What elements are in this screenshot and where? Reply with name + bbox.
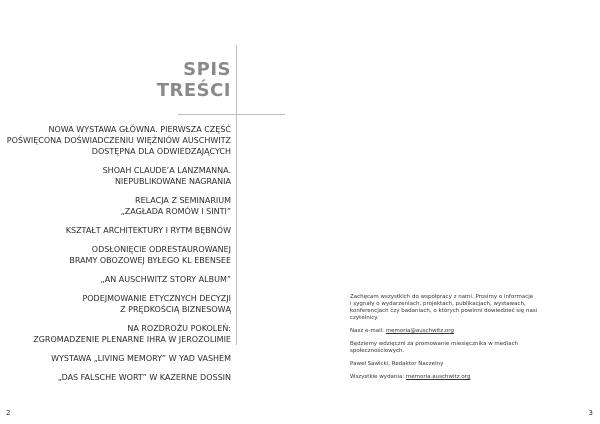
intro-line: i sygnały o wydarzeniach, projektach, publikacjach, wystawach, xyxy=(350,301,526,307)
toc-item-line: WYSTAWA „LIVING MEMORY” W YAD VASHEM xyxy=(51,354,231,363)
toc-item-line: NIEPUBLIKOWANE NAGRANIA xyxy=(114,177,231,186)
editions-paragraph xyxy=(350,374,585,381)
toc-item-line: ZGROMADZENIE PLENARNE IHRA W JEROZOLIMIE xyxy=(33,335,231,344)
intro-line: czytelnicy. xyxy=(350,315,379,321)
thanks-line: Będziemy wdzięczni za promowanie miesięcznika w mediach xyxy=(350,341,519,347)
editions-label: Wszystkie wydania: xyxy=(350,374,406,380)
toc-item-line: ODSŁONIĘCIE ODRESTAUROWANEJ xyxy=(91,245,231,254)
intro-line: konferencjach czy badaniach, o których powinni dowiedzieć się nasi xyxy=(350,308,538,314)
toc-item-line: „AN AUSCHWITZ STORY ALBUM” xyxy=(100,275,231,284)
page-number-left: 2 xyxy=(6,409,11,417)
toc-item-line: Z PRĘDKOŚCIĄ BIZNESOWĄ xyxy=(120,305,231,314)
thanks-paragraph xyxy=(350,341,585,355)
toc-item-line: DOSTĘPNA DLA ODWIEDZAJĄCYCH xyxy=(91,147,231,156)
horizontal-divider xyxy=(178,114,285,115)
toc-item[interactable] xyxy=(0,353,231,364)
table-of-contents xyxy=(0,124,231,391)
toc-item[interactable] xyxy=(0,225,231,236)
title-line-1: SPIS xyxy=(183,59,231,80)
signature: Paweł Sawicki, Redaktor Naczelny xyxy=(350,361,444,367)
page-title xyxy=(157,59,231,101)
toc-item-line: RELACJA Z SEMINARIUM xyxy=(135,196,231,205)
email-link[interactable]: memoria@auschwitz.org xyxy=(385,328,454,334)
toc-item[interactable] xyxy=(0,195,231,217)
toc-item[interactable] xyxy=(0,124,231,157)
toc-item[interactable] xyxy=(0,293,231,315)
toc-item-line: KSZTAŁT ARCHITEKTURY I RYTM BĘBNÓW xyxy=(65,226,231,235)
intro-line: Zachęcam wszystkich do współpracy z nami. Prosimy o informacje xyxy=(350,294,534,300)
email-label: Nasz e-mail: xyxy=(350,328,386,334)
page-number-right: 3 xyxy=(588,409,593,417)
toc-item[interactable] xyxy=(0,372,231,383)
toc-item-line: PODEJMOWANIE ETYCZNYCH DECYZJI xyxy=(82,294,231,303)
editions-link[interactable]: memoria.auschwitz.org xyxy=(405,374,471,380)
vertical-divider xyxy=(236,45,237,345)
toc-item-line: POŚWIĘCONA DOŚWIADCZENIU WIĘŹNIÓW AUSCHWITZ xyxy=(6,136,231,145)
email-paragraph xyxy=(350,328,585,335)
toc-item-line: „ZAGŁADA ROMÓW I SINTI” xyxy=(120,207,231,216)
toc-item[interactable] xyxy=(0,323,231,345)
right-page xyxy=(300,0,600,424)
title-line-2: TREŚCI xyxy=(156,80,231,101)
toc-item[interactable] xyxy=(0,165,231,187)
thanks-line: społecznościowych. xyxy=(350,348,405,354)
toc-item-line: NOWA WYSTAWA GŁÓWNA. PIERWSZA CZĘŚĆ xyxy=(48,125,231,134)
intro-paragraph xyxy=(350,294,585,322)
toc-item-line: BRAMY OBOZOWEJ BYŁEGO KL EBENSEE xyxy=(69,256,231,265)
toc-item[interactable] xyxy=(0,274,231,285)
toc-item[interactable] xyxy=(0,244,231,266)
toc-item-line: „DAS FALSCHE WORT” W KAZERNE DOSSIN xyxy=(57,373,231,382)
contact-text xyxy=(350,294,585,387)
toc-item-line: NA ROZDROŻU POKOLEŃ: xyxy=(127,324,231,333)
toc-item-line: SHOAH CLAUDE’A LANZMANNA. xyxy=(102,166,231,175)
